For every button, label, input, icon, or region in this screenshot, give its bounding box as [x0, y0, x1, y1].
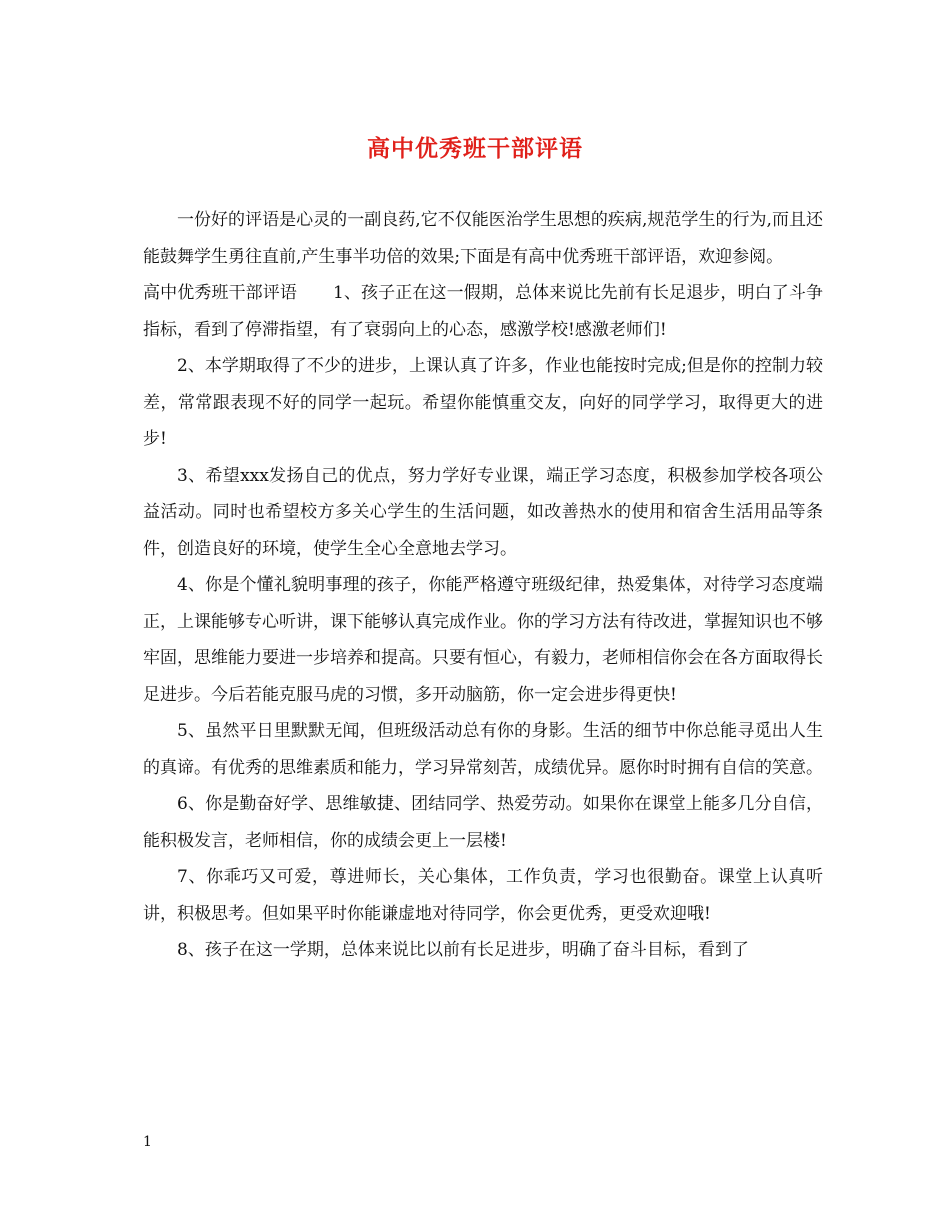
comment-paragraph-8: 8、孩子在这一学期，总体来说比以前有长足进步，明确了奋斗目标，看到了 [177, 940, 749, 960]
document-title: 高中优秀班干部评语 [367, 135, 583, 162]
comment-paragraph-4: 4、你是个懂礼貌明事理的孩子，你能严格遵守班级纪律，热爱集体，对待学习态度端正，上课能够专心听讲，课下能够认真完成作业。你的学习方法有待改进，掌握知识也不够牢固，思维能力要进一步培养和提高。只要有恒心，有毅力，老师相信你会在各方面取得长足进步。今后若能克服马虎的习惯，多开动脑筋，你一定会进步得更快! [143, 575, 823, 705]
comment-paragraph-1 [143, 275, 823, 348]
comment-text-1: 1、孩子正在这一假期，总体来说比先前有长足退步，明白了斗争指标，看到了停滞指望，有了衰弱向上的心态，感激学校!感激老师们! [143, 283, 823, 340]
section-label: 高中优秀班干部评语 [143, 283, 298, 303]
comment-paragraph-5: 5、虽然平日里默默无闻，但班级活动总有你的身影。生活的细节中你总能寻觅出人生的真谛。有优秀的思维素质和能力，学习异常刻苦，成绩优异。愿你时时拥有自信的笑意。 [143, 721, 823, 778]
intro-paragraph: 一份好的评语是心灵的一副良药,它不仅能医治学生思想的疾病,规范学生的行为,而且还能鼓舞学生勇往直前,产生事半功倍的效果;下面是有高中优秀班干部评语，欢迎参阅。 [143, 210, 823, 267]
comment-paragraph-6: 6、你是勤奋好学、思维敏捷、团结同学、热爱劳动。如果你在课堂上能多几分自信，能积极发言，老师相信，你的成绩会更上一层楼! [143, 794, 823, 851]
document-body [143, 202, 823, 969]
comment-paragraph-3: 3、希望xxx发扬自己的优点，努力学好专业课，端正学习态度，积极参加学校各项公益活动。同时也希望校方多关心学生的生活问题，如改善热水的使用和宿舍生活用品等条件，创造良好的环境，使学生全心全意地去学习。 [143, 465, 823, 559]
comment-paragraph-2: 2、本学期取得了不少的进步，上课认真了许多，作业也能按时完成;但是你的控制力较差，常常跟表现不好的同学一起玩。希望你能慎重交友，向好的同学学习，取得更大的进步! [143, 356, 823, 449]
page-number: 1 [143, 1134, 152, 1150]
comment-paragraph-7: 7、你乖巧又可爱，尊进师长，关心集体，工作负责，学习也很勤奋。课堂上认真听讲，积极思考。但如果平时你能谦虚地对待同学，你会更优秀，更受欢迎哦! [143, 867, 823, 924]
